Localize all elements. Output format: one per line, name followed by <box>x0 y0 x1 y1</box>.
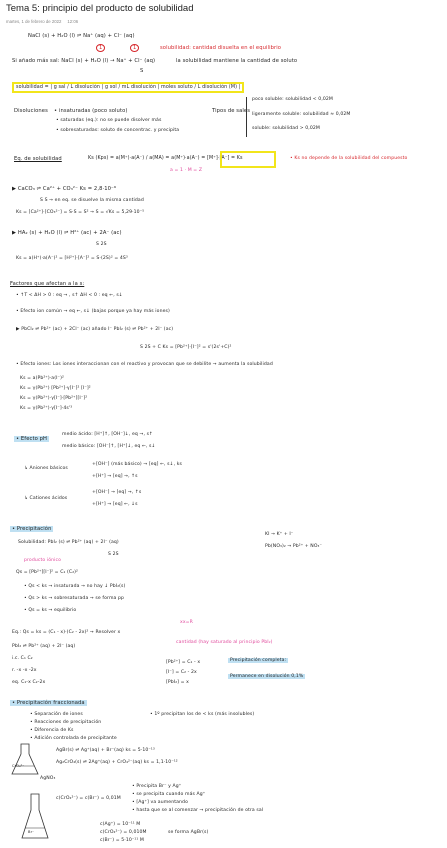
anion-0: +[OH⁻] (más básico) → [eq] ←, s↓, ks <box>92 462 182 467</box>
eq-solubilidad: Ks (Kps) = a(M⁺)·a(A⁻) / a(MA) = a(M⁺)·a(A⁻) = [M⁺]·[A⁻] = Ks <box>88 156 243 161</box>
disol-saturadas: • saturadas (eq.): no se puede disolver más <box>56 118 162 123</box>
flask-icon-2 <box>20 792 50 842</box>
frac-title: • Precipitación fraccionada <box>12 700 85 706</box>
result-0: [Pb²⁺] = C₁ - x <box>166 660 201 665</box>
disol-insaturadas: • insaturadas (poco soluto) <box>54 108 128 114</box>
result-1: [I⁻] = C₂ - 2x <box>166 670 197 675</box>
tipos-sales-title: Tipos de sales <box>212 108 251 114</box>
ks-highlight-box <box>220 151 276 168</box>
ha2-eq: ▶ HA₂ (s) + H₂O (l) ⇌ H²⁺ (ac) + 2A⁻ (ac) <box>12 230 122 236</box>
s-label: S <box>140 68 144 74</box>
qs-case-2: • Qs = ks → equilibrio <box>24 608 77 613</box>
precip-eq: Solubilidad: PbI₂ (s) ⇌ Pb²⁺ (aq) + 2I⁻ (aq) <box>18 540 119 545</box>
frac-item-3: • Adición controlada de precipitante <box>30 736 117 741</box>
page-date <box>6 19 78 24</box>
solubility-definition: solubilidad = | g sal / L disolución | g sol / mL disolución | moles soluto / L disolución (M) | <box>16 85 241 90</box>
ks-line-1: Ks = γ(Pb²⁺) [Pb²⁺]·γ[I⁻]² [I⁻]² <box>20 386 91 391</box>
precip-note-0: • Precipita Br⁻ y Ag⁺ <box>132 784 182 789</box>
factors-title: Factores que afectan a la s: <box>10 281 85 287</box>
tipo-soluble: soluble: solubilidad > 0,02M <box>252 126 320 131</box>
page-date-text: martes, 1 de febrero de 2022 <box>6 19 62 24</box>
ha2-ks: Ks = a(H⁺)·a(A⁻)² = [H²⁺]·[A⁻]² = S·(2S)² = 4S³ <box>16 256 128 261</box>
pbi2-table-eq: PbI₂ ⇌ Pb²⁺ (aq) + 2I⁻ (aq) <box>12 644 76 649</box>
factor-ph: • Efecto pH <box>16 436 48 442</box>
precip-ki: KI → K⁺ + I⁻ <box>265 532 294 537</box>
ks-note: • Ks no depende de la solubilidad del compuesto <box>290 156 408 161</box>
final-2: c(Br⁻) = 5·10⁻¹¹ M <box>100 838 144 843</box>
add-more-salt: Si añado más sal: NaCl (s) + H₂O (l) → Na⁺ + Cl⁻ (aq) <box>12 58 156 64</box>
remain-dissolved: Permanece en disolución 0,1% <box>230 674 304 679</box>
final-note: se forma AgBr(s) <box>168 830 209 835</box>
factor-common-ion: • Efecto ion común → eq ←, s↓ (bajas porque ya hay más iones) <box>16 309 170 314</box>
disol-sobresaturadas: • sobresaturadas: soluto de concentrac. y precipita <box>56 128 180 133</box>
anions-title: ↳ Aniones básicos <box>24 466 68 471</box>
final-0: c(Ag⁺) = 10⁻¹¹ M <box>100 822 141 827</box>
page-time-text: 12:06 <box>67 19 79 24</box>
cations-title: ↳ Cationes ácidos <box>24 496 68 501</box>
eq-solubilidad-title: Eq. de solubilidad <box>14 156 62 162</box>
caco3-ks: Ks = [Ca²⁺]·[CO₃²⁻] = S·S = S² → S = √Ks = 5,29·10⁻⁵ <box>16 210 145 215</box>
circle-1-text: 1 <box>96 44 105 52</box>
prod-ionico-label: producto iónico <box>24 558 62 563</box>
factor-ion-effect: • Efecto iones: Los iones interaccionan con el reactivo y provocan que se debilite → aumenta la solubilidad <box>16 362 273 367</box>
table-row-0: i.c. C₁ C₂ <box>12 656 33 661</box>
table-row-2: eq. C₁-x C₂-2x <box>12 680 46 685</box>
result-2: [PbI₂] = x <box>166 680 189 685</box>
circle-2-text: 1 <box>130 44 139 52</box>
tipo-ligeramente-soluble: ligeramente soluble: solubilidad ≈ 0,02M <box>252 112 351 117</box>
factor-pbcl2-s: S 2S + C Ks = [Pb²⁺]·[I⁻]² = s'(2s'+C)² <box>140 345 232 350</box>
qs-case-1: • Qs > ks → sobresaturada → se forma pp <box>24 596 125 601</box>
agbr-eq: AgBr(s) ⇌ Ag⁺(aq) + Br⁻(aq) ks = 5·10⁻¹³ <box>56 748 155 753</box>
caco3-s: S S → en eq. se disuelve la misma cantidad <box>40 198 144 203</box>
cation-1: +[H⁺] → [eq] ←, ↓s <box>92 502 138 507</box>
ph-basic: medio básico: [OH⁻]↑, [H⁺]↓, eq ←, s↓ <box>62 444 156 449</box>
precip-pbno3: Pb(NO₃)₂ → Pb²⁺ + NO₃⁻ <box>265 544 323 549</box>
factor-pbcl2: ▶ PbCl₂ ⇌ Pb²⁺ (ac) + 2Cl⁻ (ac) añado I⁻ PbI₂ (s) ⇌ Pb²⁺ + 2I⁻ (ac) <box>16 327 174 332</box>
table-row-1: r. -x -x -2x <box>12 668 37 673</box>
precip-title: • Precipitación <box>12 526 52 532</box>
precip-complete: Precipitación completa: <box>230 658 287 663</box>
anion-1: +[H⁺] → [eq] →, ↑s <box>92 474 138 479</box>
qs-eq: Qs = [Pb²⁺][I⁻]² = C₁ (C₂)² <box>16 570 78 575</box>
qs-case-0: • Qs < ks → insaturada → no hay ↓ PbI₂(s) <box>24 584 126 589</box>
agcro4-eq: Ag₂CrO₄(s) ⇌ 2Ag⁺(aq) + CrO₄²⁻(aq) ks = 1,1·10⁻¹² <box>56 760 178 765</box>
circle-2 <box>130 45 139 51</box>
precip-note-3: • hasta que se al comenzar → precipitación de otra sal <box>132 808 264 813</box>
conc-line: c(CrO₄²⁻) = c(Br⁻) = 0,01M <box>56 796 121 801</box>
frac-item-2: • Diferencia de Ks <box>30 728 74 733</box>
precip-note-2: • [Ag⁺] va aumentando <box>132 800 188 805</box>
flask-label-1: Br⁻ <box>28 830 35 834</box>
frac-item-0: • Separación de iones <box>30 712 83 717</box>
ks-line-0: Ks = a(Pb²⁺)·a(I⁻)² <box>20 376 64 381</box>
cation-0: +[OH⁻] → [eq] →, ↑s <box>92 490 142 495</box>
flask-icon-1 <box>10 742 40 778</box>
flask-label-0: CrO₄²⁻ <box>12 764 25 768</box>
tipos-bracket <box>246 97 249 137</box>
ks-line-3: Ks = γ(Pb²⁺)·γ[I⁻]·4s'³ <box>20 406 73 411</box>
page-title: Tema 5: principio del producto de solubilidad <box>6 3 194 14</box>
precip-note-1: • se precipita cuando más Ag⁺ <box>132 792 206 797</box>
ha2-s: S 2S <box>96 242 107 247</box>
solubility-note: solubilidad: cantidad disuelta en el equilibrio <box>160 45 282 51</box>
ks-line-2: Ks = γ(Pb²⁺)·γ[I⁻]·[Pb²⁺][I⁻]² <box>20 396 88 401</box>
eq-general: Eq.: Qs = ks = (C₁ - x)·(C₂ - 2x)² → Resolver x <box>12 630 121 635</box>
circle-1 <box>96 45 105 51</box>
disoluciones-title: Disoluciones <box>14 108 48 114</box>
precip-s: S 2S <box>108 552 119 557</box>
frac-item-1: • Reacciones de precipitación <box>30 720 102 725</box>
factor-temperature: • ↑T < ΔH > 0 : eq → , s↑ ΔH < 0 : eq ←, s↓ <box>16 293 123 298</box>
agno3-label: AgNO₃ <box>40 776 56 781</box>
eq-nacl: NaCl (s) + H₂O (l) ⇌ Na⁺ (aq) + Cl⁻ (aq) <box>28 33 135 39</box>
pbi2-note: cantidad (hay saturado al principio PbI₂) <box>176 640 273 645</box>
tipo-poco-soluble: poco soluble: solubilidad < 0,02M <box>252 97 333 102</box>
final-1: c(CrO₄²⁻) = 0,010M <box>100 830 147 835</box>
ph-acid: medio ácido: [H⁺]↑, [OH⁻]↓, eq →, s↑ <box>62 432 154 437</box>
frac-note: • 1º precipitan los de < ks (más insolubles) <box>150 712 255 717</box>
caco3-eq: ▶ CaCO₃ ⇌ Ca²⁺ + CO₃²⁻ Ks = 2,8·10⁻⁹ <box>12 186 117 192</box>
activity-note: a = 1 · M = Z <box>170 168 203 173</box>
add-more-note: la solubilidad mantiene la cantidad de soluto <box>176 58 298 64</box>
eq-general-note: xx=R <box>180 620 193 625</box>
